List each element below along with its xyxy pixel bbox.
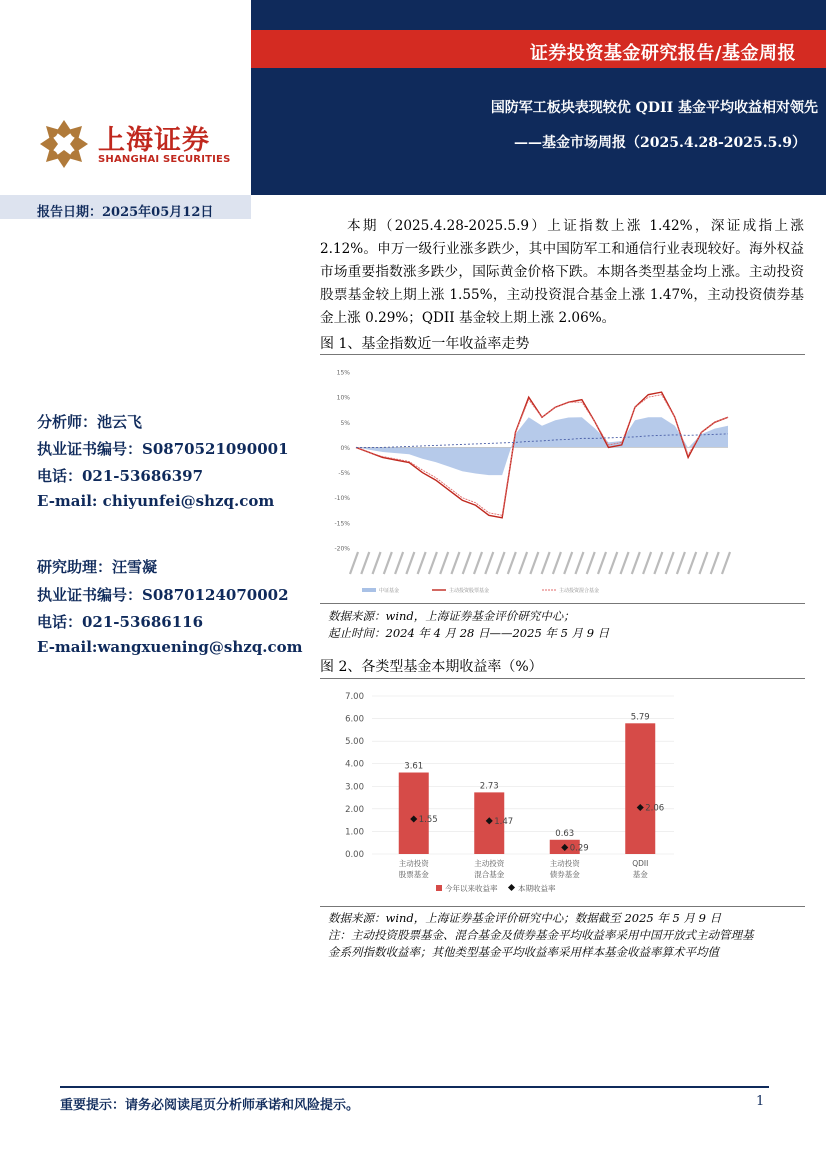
figure1-legend	[362, 587, 599, 594]
figure1-title: 图 1、基金指数近一年收益率走势	[320, 336, 530, 352]
category-label: 主动投资	[398, 859, 429, 868]
report-subtitle: ——基金市场周报（2025.4.28-2025.5.9）	[514, 135, 806, 151]
figure2-source: 数据来源：wind，上海证券基金评价研究中心；数据截至 2025 年 5 月 9 日	[328, 911, 722, 925]
figure1-line-chart	[322, 358, 804, 600]
figure1-top-rule	[320, 354, 805, 355]
legend-label-ytd: 今年以来收益率	[445, 884, 498, 893]
assistant-email: E-mail:wangxuening@shzq.com	[37, 638, 303, 656]
y-tick-label: 5.00	[345, 737, 364, 748]
x-tick-date	[564, 552, 572, 574]
category-label: 主动投资	[474, 859, 505, 868]
x-tick-date	[711, 552, 719, 574]
bar-ytd-label: 2.73	[479, 781, 499, 792]
y-tick-label: -10%	[334, 495, 350, 503]
marker-week-label: 0.29	[569, 843, 589, 854]
figure1-bottom-rule	[320, 603, 805, 604]
category-label: 主动投资	[549, 859, 580, 868]
x-tick-date	[384, 552, 392, 574]
legend-swatch-ytd	[436, 885, 442, 891]
footer-disclaimer: 重要提示：请务必阅读尾页分析师承诺和风险提示。	[60, 1098, 360, 1113]
category-label: 债券基金	[549, 870, 580, 879]
category-label: 股票基金	[398, 870, 429, 879]
x-tick-date	[654, 552, 662, 574]
x-tick-date	[575, 552, 583, 574]
logo-text-en: SHANGHAI SECURITIES	[98, 154, 231, 165]
report-title: 国防军工板块表现较优 QDII 基金平均收益相对领先	[490, 100, 818, 116]
x-tick-date	[463, 552, 471, 574]
y-tick-label: 1.00	[345, 827, 364, 838]
x-tick-date	[508, 552, 516, 574]
y-tick-label: 0.00	[345, 850, 364, 860]
x-tick-date	[395, 552, 403, 574]
legend-label-week: 本期收益率	[518, 884, 556, 893]
x-tick-date	[621, 552, 629, 574]
summary-paragraph: 本期（2025.4.28-2025.5.9）上证指数上涨 1.42%，深证成指上涨 2.12%。申万一级行业涨多跌少，其中国防军工和通信行业表现较好。海外权益市场重要指数涨多跌少，国际黄金价格下跌。本期各类型基金均上涨。主动投资股票基金较上期上涨 1.55%，主动投资混合基金上涨 1.47%，主动投资债券基金上涨 0.29%；QDII 基金较上期上涨 2.06%。	[320, 218, 804, 326]
figure1-period: 起止时间：2024 年 4 月 28 日——2025 年 5 月 9 日	[328, 626, 610, 640]
analyst-phone: 电话：021-53686397	[37, 467, 204, 485]
x-tick-date	[609, 552, 617, 574]
x-tick-date	[666, 552, 674, 574]
x-tick-date	[497, 552, 505, 574]
figure2-top-rule	[320, 678, 805, 679]
y-tick-label: 0%	[340, 444, 350, 452]
x-axis-dates	[350, 552, 730, 574]
assistant-cert: 执业证书编号：S0870124070002	[37, 586, 289, 604]
figure2-note-line1: 注：主动投资股票基金、混合基金及债券基金平均收益率采用中国开放式主动管理基	[328, 928, 754, 942]
y-tick-label: 2.00	[345, 804, 364, 815]
x-tick-date	[632, 552, 640, 574]
x-tick-date	[598, 552, 606, 574]
y-tick-label: 3.00	[345, 782, 364, 793]
x-tick-date	[474, 552, 482, 574]
category-label: 混合基金	[474, 870, 505, 879]
bar-ytd-label: 5.79	[630, 712, 650, 723]
category-label: 基金	[632, 870, 648, 879]
header-top-band	[251, 0, 826, 30]
legend-label: 中证基金	[379, 588, 400, 594]
figure2-bottom-rule	[320, 906, 805, 907]
y-tick-label: 6.00	[345, 714, 364, 725]
x-tick-date	[542, 552, 550, 574]
assistant-phone: 电话：021-53686116	[37, 613, 204, 631]
figure2-note-line2: 金系列指数收益率；其他类型基金平均收益率采用样本基金收益率算术平均值	[328, 945, 719, 959]
fund-index-area	[356, 417, 728, 475]
y-tick-label: 5%	[340, 419, 350, 427]
analyst-cert: 执业证书编号：S0870521090001	[37, 440, 289, 458]
x-tick-date	[722, 552, 730, 574]
marker-week-label: 2.06	[645, 803, 665, 814]
x-tick-date	[350, 552, 358, 574]
category-label: QDII	[632, 859, 649, 868]
y-tick-label: -5%	[338, 470, 350, 478]
figure2-legend	[436, 883, 556, 893]
x-tick-date	[587, 552, 595, 574]
y-tick-label: 4.00	[345, 759, 364, 770]
legend-label: 主动投资股票基金	[449, 588, 490, 594]
analyst-email: E-mail: chiyunfei@shzq.com	[37, 492, 275, 510]
x-tick-date	[530, 552, 538, 574]
x-tick-date	[688, 552, 696, 574]
y-tick-label: -15%	[334, 520, 350, 528]
page-number: 1	[756, 1094, 765, 1109]
marker-week-label: 1.47	[494, 816, 514, 827]
bar-ytd	[399, 773, 429, 854]
figure2-bar-chart	[322, 682, 804, 904]
report-series: 证券投资基金研究报告/基金周报	[529, 43, 796, 64]
figure1-source: 数据来源：wind，上海证券基金评价研究中心；	[328, 609, 575, 623]
x-tick-date	[643, 552, 651, 574]
x-tick-date	[406, 552, 414, 574]
figure2-title: 图 2、各类型基金本期收益率（%）	[320, 659, 543, 675]
x-tick-date	[553, 552, 561, 574]
x-tick-date	[418, 552, 426, 574]
x-tick-date	[361, 552, 369, 574]
x-tick-date	[373, 552, 381, 574]
marker-week-label: 1.55	[418, 815, 438, 826]
bar-ytd-label: 0.63	[555, 828, 575, 839]
assistant-name: 研究助理：汪雪凝	[37, 558, 158, 576]
logo-text-cn: 上海证券	[98, 125, 210, 156]
legend-label: 主动投资混合基金	[559, 588, 600, 594]
analyst-name: 分析师：池云飞	[37, 413, 143, 431]
x-tick-date	[451, 552, 459, 574]
x-tick-date	[677, 552, 685, 574]
bar-ytd-label: 3.61	[404, 761, 424, 772]
y-tick-label: 7.00	[345, 692, 364, 702]
x-tick-date	[429, 552, 437, 574]
x-tick-date	[699, 552, 707, 574]
legend-swatch-week	[508, 884, 515, 891]
y-tick-label: -20%	[334, 545, 350, 553]
x-tick-date	[485, 552, 493, 574]
bar-ytd	[625, 723, 655, 854]
x-tick-date	[440, 552, 448, 574]
company-logo	[38, 118, 238, 170]
y-tick-label: 15%	[336, 369, 350, 377]
report-date: 报告日期：2025年05月12日	[37, 205, 214, 220]
x-tick-date	[519, 552, 527, 574]
y-tick-label: 10%	[336, 394, 350, 402]
footer-rule	[60, 1086, 769, 1088]
logo-emblem-icon	[38, 118, 90, 170]
